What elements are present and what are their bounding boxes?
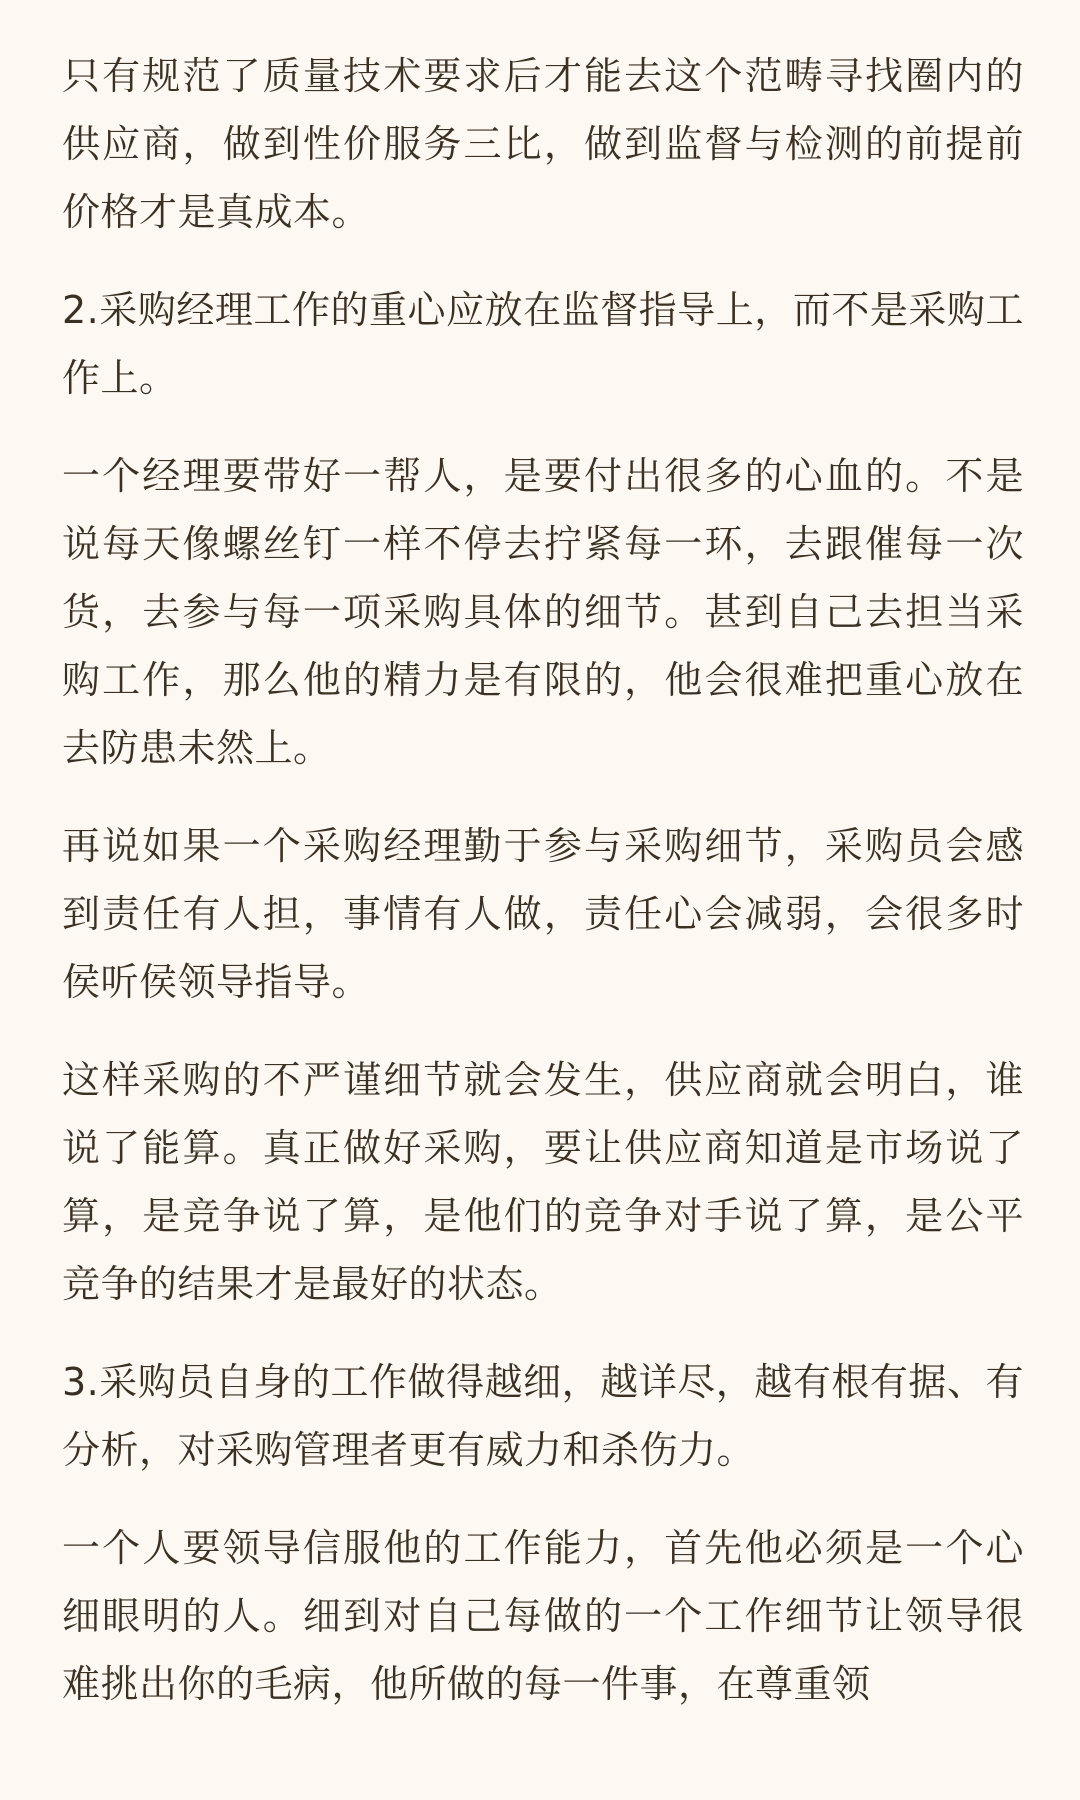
paragraph-fair-competition: 这样采购的不严谨细节就会发生，供应商就会明白，谁说了能算。真正做好采购，要让供应商知道是市场说了算，是竞争说了算，是他们的竞争对手说了算，是公平竞争的结果才是最好的状态。: [62, 1058, 1024, 1306]
paragraph-point-3-heading: 3.采购员自身的工作做得越细，越详尽，越有根有据、有分析，对采购管理者更有威力和杀伤力。: [62, 1360, 1024, 1472]
paragraph-quality-requirements: 只有规范了质量技术要求后才能去这个范畴寻找圈内的供应商，做到性价服务三比，做到监督与检测的前提前价格才是真成本。: [62, 54, 1024, 234]
paragraph-responsibility: 再说如果一个采购经理勤于参与采购细节，采购员会感到责任有人担，事情有人做，责任心会减弱，会很多时侯听侯领导指导。: [62, 824, 1024, 1004]
paragraph-manager-effort: 一个经理要带好一帮人，是要付出很多的心血的。不是说每天像螺丝钉一样不停去拧紧每一环，去跟催每一次货，去参与每一项采购具体的细节。甚到自己去担当采购工作，那么他的精力是有限的，他会很难把重心放在去防患未然上。: [62, 454, 1024, 770]
paragraph-point-2-heading: 2.采购经理工作的重心应放在监督指导上，而不是采购工作上。: [62, 288, 1024, 400]
article-body: [62, 42, 1024, 1718]
paragraph-leadership-trust: 一个人要领导信服他的工作能力，首先他必须是一个心细眼明的人。细到对自己每做的一个工作细节让领导很难挑出你的毛病，他所做的每一件事，在尊重领: [62, 1526, 1024, 1706]
